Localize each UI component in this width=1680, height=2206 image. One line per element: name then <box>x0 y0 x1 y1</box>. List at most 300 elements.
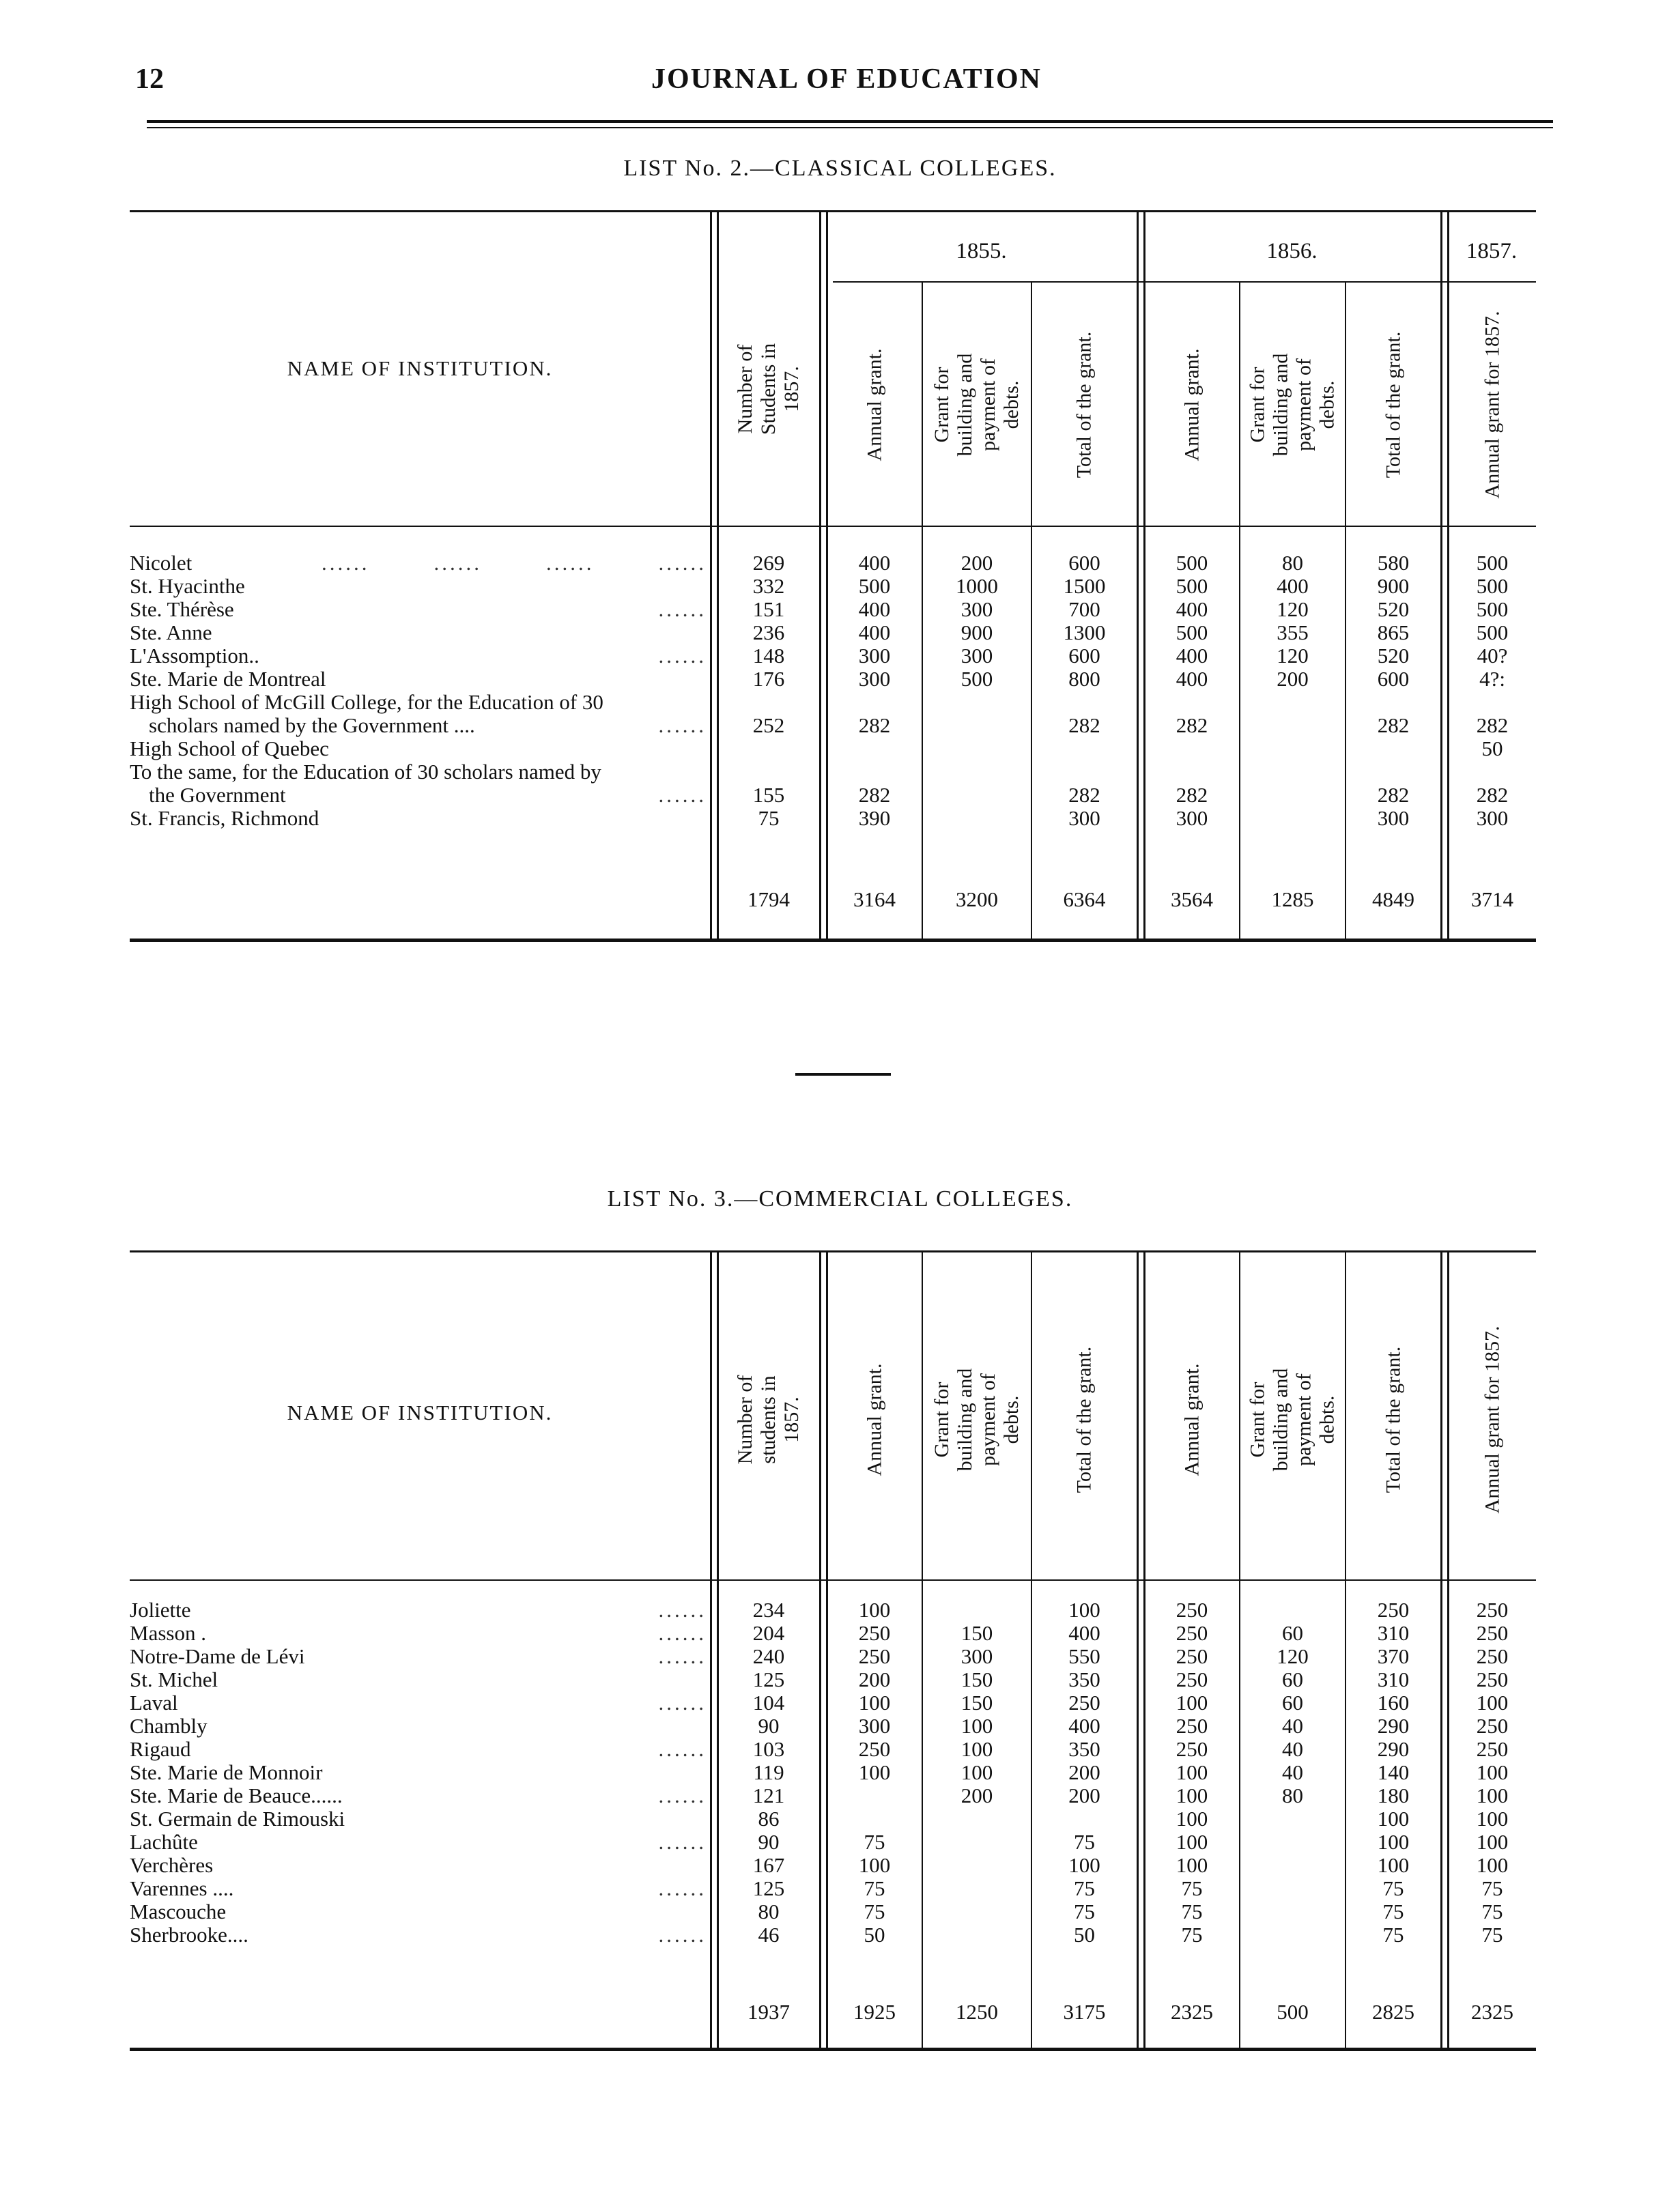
table-cell: 250 <box>1176 1737 1208 1761</box>
list-item: Ste. Anne <box>130 620 212 644</box>
total-grant-1856: 4849 <box>1372 887 1414 911</box>
table-cell: 100 <box>1476 1807 1509 1831</box>
table-cell: 269 <box>752 551 785 575</box>
col-annual-1857 <box>1449 1599 1536 1947</box>
table-cell: 75 <box>1382 1876 1404 1900</box>
table-cell: 600 <box>1068 551 1100 575</box>
table-cell: 50 <box>864 1923 885 1947</box>
table-cell: 400 <box>1068 1621 1100 1645</box>
col-divider <box>819 212 821 939</box>
table-cell: 600 <box>1068 644 1100 668</box>
table-cell: 500 <box>1476 620 1509 644</box>
table-cell: 86 <box>758 1807 780 1831</box>
header-rule-thin <box>147 127 1553 128</box>
table-cell <box>1145 691 1239 714</box>
table-top-rule <box>130 210 1536 212</box>
list-item: Sherbrooke.... ...... <box>130 1923 707 1947</box>
list3-table <box>130 1242 1550 2061</box>
col-header-building-1856: Grant for building and payment of debts. <box>1246 1368 1339 1472</box>
col-header-annual-1856: Annual grant. <box>1180 348 1203 461</box>
list-item: Chambly <box>130 1714 208 1738</box>
col-annual-1856 <box>1145 1599 1239 1947</box>
table-cell: 250 <box>1176 1598 1208 1622</box>
table-cell: 100 <box>960 1714 993 1738</box>
page-number: 12 <box>135 63 164 95</box>
table-cell: 865 <box>1377 620 1410 644</box>
total-building-1855: 3200 <box>956 887 998 911</box>
table-cell <box>923 1599 1031 1622</box>
table-cell: 250 <box>1476 1598 1509 1622</box>
table-cell <box>1449 691 1536 714</box>
table-cell: 250 <box>1176 1714 1208 1738</box>
table-cell: 250 <box>1176 1667 1208 1691</box>
table-cell: 900 <box>960 620 993 644</box>
table-cell <box>923 1854 1031 1877</box>
list-item: Ste. Marie de Monnoir <box>130 1760 323 1784</box>
table-cell: 282 <box>1068 783 1100 807</box>
table-cell: 40? <box>1477 644 1508 668</box>
list-item: High School of Quebec <box>130 736 329 760</box>
total-students: 1794 <box>748 887 790 911</box>
table-cell: 100 <box>960 1737 993 1761</box>
table-cell: 75 <box>1181 1900 1203 1923</box>
table-cell: 75 <box>864 1876 885 1900</box>
table-cell: 282 <box>858 713 891 737</box>
table-bottom-rule <box>130 939 1536 942</box>
table-cell: 121 <box>752 1784 785 1807</box>
list-item: Verchères <box>130 1853 214 1877</box>
table-cell: 282 <box>1068 713 1100 737</box>
table-cell: 204 <box>752 1621 785 1645</box>
total-annual-1855: 3164 <box>853 887 896 911</box>
table-cell: 100 <box>1476 1691 1509 1715</box>
table-cell: 300 <box>960 1644 993 1668</box>
list2-table <box>130 205 1550 962</box>
table-cell: 100 <box>1068 1598 1100 1622</box>
table-cell: 100 <box>1176 1830 1208 1854</box>
table-cell: 236 <box>752 620 785 644</box>
table-cell: 125 <box>752 1876 785 1900</box>
table-cell: 300 <box>858 644 891 668</box>
table-cell: 75 <box>1181 1923 1203 1947</box>
table-bottom-rule <box>130 2048 1536 2051</box>
table-cell <box>923 1900 1031 1923</box>
table-cell: 100 <box>1176 1760 1208 1784</box>
table-cell <box>1032 737 1137 760</box>
col-divider <box>710 1252 712 2048</box>
table-cell: 250 <box>858 1621 891 1645</box>
col-header-total-1856: Total of the grant. <box>1382 1346 1404 1493</box>
table-cell: 520 <box>1377 597 1410 621</box>
table-cell: 400 <box>1176 597 1208 621</box>
table-cell <box>923 1923 1031 1947</box>
table-cell: 800 <box>1068 667 1100 691</box>
table-cell: 282 <box>1476 783 1509 807</box>
table-cell <box>923 1807 1031 1831</box>
col-students <box>718 1599 819 1947</box>
table-cell: 104 <box>752 1691 785 1715</box>
list-item: Ste. Marie de Beauce...... ...... <box>130 1784 707 1807</box>
table-cell: 500 <box>1476 597 1509 621</box>
list-item: Mascouche <box>130 1900 227 1923</box>
col-total-1855 <box>1032 1599 1137 1947</box>
table-cell: 250 <box>858 1737 891 1761</box>
header-rule <box>147 120 1553 123</box>
col-header-annual-1857: Annual grant for 1857. <box>1481 1326 1503 1514</box>
table-cell: 150 <box>960 1621 993 1645</box>
table-cell: 100 <box>858 1691 891 1715</box>
table-cell: 40 <box>1282 1760 1303 1784</box>
table-cell <box>827 691 922 714</box>
table-cell <box>1032 1807 1137 1831</box>
table-cell: 75 <box>1074 1830 1095 1854</box>
table-cell: 60 <box>1282 1667 1303 1691</box>
list-item: St. Francis, Richmond <box>130 806 319 830</box>
list-item: scholars named by the Government .... ...... <box>149 713 707 737</box>
institution-names <box>130 552 707 830</box>
table-cell: 400 <box>1277 574 1309 598</box>
table-cell <box>923 737 1031 760</box>
table-cell: 250 <box>1476 1621 1509 1645</box>
total-grant-1856: 2825 <box>1372 2000 1414 2024</box>
table-cell <box>1240 737 1345 760</box>
table-cell <box>923 1877 1031 1900</box>
table-top-rule <box>130 1250 1536 1252</box>
table-cell: 310 <box>1377 1667 1410 1691</box>
col-header-students: Number of Students in 1857. <box>734 343 803 435</box>
table-cell: 240 <box>752 1644 785 1668</box>
table-cell: 160 <box>1377 1691 1410 1715</box>
total-annual-1855: 1925 <box>853 2000 896 2024</box>
table-cell: 500 <box>1476 574 1509 598</box>
col-annual-1855 <box>827 552 922 830</box>
table-cell: 252 <box>752 713 785 737</box>
col-total-1856 <box>1346 552 1440 830</box>
header-bottom-rule <box>130 1579 1536 1581</box>
table-cell: 290 <box>1377 1714 1410 1738</box>
col-header-total-1856: Total of the grant. <box>1382 331 1404 478</box>
table-cell: 200 <box>960 1784 993 1807</box>
header-bottom-rule <box>130 526 1536 527</box>
list-item: Ste. Thérèse ...... <box>130 597 707 621</box>
list-item: Masson . ...... <box>130 1621 707 1645</box>
table-cell: 400 <box>1176 667 1208 691</box>
list-item: the Government ...... <box>149 783 707 807</box>
table-cell: 75 <box>1074 1900 1095 1923</box>
col-annual-1856 <box>1145 552 1239 830</box>
table-cell: 390 <box>858 806 891 830</box>
col-students <box>718 552 819 830</box>
table-cell: 250 <box>1377 1598 1410 1622</box>
table-cell: 300 <box>1068 806 1100 830</box>
table-cell <box>1240 691 1345 714</box>
table-cell: 200 <box>1068 1760 1100 1784</box>
table-cell: 282 <box>1176 783 1208 807</box>
table-cell: 100 <box>1476 1784 1509 1807</box>
table-cell <box>1032 760 1137 784</box>
table-cell: 100 <box>1476 1830 1509 1854</box>
table-cell: 103 <box>752 1737 785 1761</box>
col-total-1856 <box>1346 1599 1440 1947</box>
table-cell: 60 <box>1282 1691 1303 1715</box>
table-cell: 500 <box>1476 551 1509 575</box>
table-cell: 300 <box>1476 806 1509 830</box>
col-divider <box>1137 1252 1139 2048</box>
table-cell: 50 <box>1481 736 1503 760</box>
table-cell: 100 <box>1176 1691 1208 1715</box>
total-annual-1857: 3714 <box>1471 887 1513 911</box>
table-cell <box>1240 714 1345 737</box>
list-item: Varennes .... ...... <box>130 1876 707 1900</box>
page-header <box>130 63 1563 104</box>
table-cell <box>923 760 1031 784</box>
table-cell: 400 <box>1176 644 1208 668</box>
table-cell <box>1346 760 1440 784</box>
table-cell <box>1346 691 1440 714</box>
table-cell: 75 <box>864 1830 885 1854</box>
table-cell: 40 <box>1282 1737 1303 1761</box>
table-cell: 282 <box>1377 783 1410 807</box>
table-cell: 250 <box>1068 1691 1100 1715</box>
table-cell <box>923 807 1031 830</box>
table-cell: 350 <box>1068 1737 1100 1761</box>
table-cell <box>718 691 819 714</box>
table-cell: 200 <box>960 551 993 575</box>
table-cell <box>1240 1923 1345 1947</box>
table-cell: 200 <box>1068 1784 1100 1807</box>
table-cell <box>1240 784 1345 807</box>
table-cell: 200 <box>1277 667 1309 691</box>
table-cell: 75 <box>1181 1876 1203 1900</box>
table-cell: 180 <box>1377 1784 1410 1807</box>
table-cell: 151 <box>752 597 785 621</box>
table-cell <box>1240 1807 1345 1831</box>
list-item: Notre-Dame de Lévi ...... <box>130 1644 707 1668</box>
table-cell: 250 <box>1176 1644 1208 1668</box>
table-cell: 167 <box>752 1853 785 1877</box>
table-cell: 140 <box>1377 1760 1410 1784</box>
col-annual-1857 <box>1449 552 1536 830</box>
table-cell: 100 <box>1377 1807 1410 1831</box>
col-header-students: Number of students in 1857. <box>734 1375 803 1465</box>
year-1855: 1855. <box>956 239 1007 263</box>
table-cell: 150 <box>960 1667 993 1691</box>
table-cell <box>1240 1599 1345 1622</box>
year-1857: 1857. <box>1466 239 1518 263</box>
table-cell: 500 <box>1176 620 1208 644</box>
table-cell <box>1240 1900 1345 1923</box>
table-cell: 75 <box>1382 1900 1404 1923</box>
table-cell: 500 <box>1176 551 1208 575</box>
table-cell: 700 <box>1068 597 1100 621</box>
table-cell: 80 <box>1282 1784 1303 1807</box>
table-cell <box>923 714 1031 737</box>
table-cell: 150 <box>960 1691 993 1715</box>
col-header-building-1855: Grant for building and payment of debts. <box>930 353 1023 457</box>
list-item: Lachûte ...... <box>130 1830 707 1854</box>
table-cell: 250 <box>1476 1667 1509 1691</box>
table-cell <box>718 737 819 760</box>
table-cell: 176 <box>752 667 785 691</box>
list2-title: LIST No. 2.—CLASSICAL COLLEGES. <box>623 156 1057 181</box>
table-cell: 120 <box>1277 597 1309 621</box>
table-cell: 119 <box>753 1760 784 1784</box>
table-cell: 1300 <box>1063 620 1106 644</box>
list-item: Ste. Marie de Montreal <box>130 667 326 691</box>
table-cell <box>1240 1831 1345 1854</box>
list-item: Joliette ...... <box>130 1598 707 1622</box>
table-cell: 120 <box>1277 1644 1309 1668</box>
table-cell: 75 <box>758 806 780 830</box>
table-cell: 100 <box>1176 1784 1208 1807</box>
table-cell: 75 <box>1481 1876 1503 1900</box>
col-building-1855 <box>923 1599 1031 1947</box>
table-cell: 155 <box>752 783 785 807</box>
table-cell: 400 <box>858 551 891 575</box>
table-cell: 120 <box>1277 644 1309 668</box>
table-cell: 290 <box>1377 1737 1410 1761</box>
table-cell <box>1346 737 1440 760</box>
table-cell: 500 <box>858 574 891 598</box>
table-cell <box>923 1831 1031 1854</box>
table-cell: 370 <box>1377 1644 1410 1668</box>
table-cell <box>923 691 1031 714</box>
table-cell: 300 <box>960 644 993 668</box>
journal-title: JOURNAL OF EDUCATION <box>651 63 1042 95</box>
table-cell: 600 <box>1377 667 1410 691</box>
list-item: To the same, for the Education of 30 scholars named by <box>130 760 601 784</box>
table-cell: 100 <box>960 1760 993 1784</box>
table-cell: 580 <box>1377 551 1410 575</box>
total-grant-1855: 3175 <box>1063 2000 1106 2024</box>
table-cell <box>1240 760 1345 784</box>
table-cell: 75 <box>1382 1923 1404 1947</box>
table-cell: 355 <box>1277 620 1309 644</box>
table-cell: 520 <box>1377 644 1410 668</box>
table-cell: 40 <box>1282 1714 1303 1738</box>
col-annual-1855 <box>827 1599 922 1947</box>
table-cell <box>1240 807 1345 830</box>
table-cell <box>718 760 819 784</box>
table-cell: 80 <box>758 1900 780 1923</box>
total-students: 1937 <box>748 2000 790 2024</box>
col-divider <box>710 212 712 939</box>
table-cell: 60 <box>1282 1621 1303 1645</box>
table-cell: 310 <box>1377 1621 1410 1645</box>
col-header-building-1856: Grant for building and payment of debts. <box>1246 353 1339 457</box>
col-header-annual-1855: Annual grant. <box>863 348 885 461</box>
table-cell: 100 <box>1377 1853 1410 1877</box>
table-cell <box>923 784 1031 807</box>
table-cell: 100 <box>1377 1830 1410 1854</box>
table-cell <box>1449 760 1536 784</box>
table-cell <box>1145 760 1239 784</box>
table-cell: 100 <box>1476 1853 1509 1877</box>
table-cell <box>827 737 922 760</box>
total-annual-1856: 2325 <box>1171 2000 1213 2024</box>
table-cell: 300 <box>1176 806 1208 830</box>
table-cell: 90 <box>758 1830 780 1854</box>
table-cell <box>1240 1877 1345 1900</box>
col-header-annual-1855: Annual grant. <box>863 1363 885 1476</box>
table-cell: 282 <box>1377 713 1410 737</box>
list3-title: LIST No. 3.—COMMERCIAL COLLEGES. <box>607 1186 1073 1212</box>
table-cell: 350 <box>1068 1667 1100 1691</box>
col-header-annual-1856: Annual grant. <box>1180 1363 1203 1476</box>
list-item: High School of McGill College, for the Education of 30 <box>130 690 603 714</box>
total-annual-1857: 2325 <box>1471 2000 1513 2024</box>
col-building-1856 <box>1240 1599 1345 1947</box>
table-cell: 282 <box>858 783 891 807</box>
table-cell: 1000 <box>956 574 998 598</box>
table-cell: 46 <box>758 1923 780 1947</box>
table-cell <box>1240 1854 1345 1877</box>
table-cell: 100 <box>1068 1853 1100 1877</box>
table-cell: 75 <box>1481 1923 1503 1947</box>
table-cell: 4?: <box>1479 667 1505 691</box>
list-item: Laval ...... <box>130 1691 707 1715</box>
table-cell: 332 <box>752 574 785 598</box>
list-item: Rigaud ...... <box>130 1737 707 1761</box>
col-divider <box>1440 1252 1442 2048</box>
table-cell: 900 <box>1377 574 1410 598</box>
table-cell: 75 <box>1481 1900 1503 1923</box>
table-cell: 80 <box>1282 551 1303 575</box>
table-cell: 400 <box>858 597 891 621</box>
table-cell: 75 <box>864 1900 885 1923</box>
total-grant-1855: 6364 <box>1063 887 1106 911</box>
table-cell: 1500 <box>1063 574 1106 598</box>
col-divider <box>1440 212 1442 939</box>
list-item: Nicolet ...... ...... ...... ...... <box>130 551 707 575</box>
year-1856: 1856. <box>1266 239 1318 263</box>
col-header-total-1855: Total of the grant. <box>1072 1346 1096 1493</box>
col-total-1855 <box>1032 552 1137 830</box>
col-divider <box>1137 212 1139 939</box>
table-cell: 400 <box>858 620 891 644</box>
table-cell: 250 <box>858 1644 891 1668</box>
table-cell: 550 <box>1068 1644 1100 1668</box>
table-cell: 148 <box>752 644 785 668</box>
table-cell: 250 <box>1476 1644 1509 1668</box>
col-building-1855 <box>923 552 1031 830</box>
name-of-institution-header: NAME OF INSTITUTION. <box>287 356 553 380</box>
table-cell: 300 <box>1377 806 1410 830</box>
table-cell: 500 <box>960 667 993 691</box>
col-building-1856 <box>1240 552 1345 830</box>
table-cell: 250 <box>1476 1714 1509 1738</box>
total-building-1855: 1250 <box>956 2000 998 2024</box>
col-divider <box>819 1252 821 2048</box>
table-cell <box>1032 691 1137 714</box>
institution-names <box>130 1599 707 1947</box>
table-cell <box>1145 737 1239 760</box>
table-cell: 100 <box>858 1853 891 1877</box>
col-header-annual-1857: Annual grant for 1857. <box>1481 311 1503 499</box>
table-cell <box>827 1807 922 1831</box>
total-building-1856: 500 <box>1277 2000 1309 2024</box>
table-cell <box>827 760 922 784</box>
table-cell: 100 <box>1176 1807 1208 1831</box>
list-item: St. Germain de Rimouski <box>130 1807 345 1831</box>
list-item: St. Hyacinthe <box>130 574 245 598</box>
table-cell <box>827 1784 922 1807</box>
table-cell: 282 <box>1476 713 1509 737</box>
table-cell: 500 <box>1176 574 1208 598</box>
table-cell: 100 <box>1476 1760 1509 1784</box>
table-cell: 75 <box>1074 1876 1095 1900</box>
total-annual-1856: 3564 <box>1171 887 1213 911</box>
